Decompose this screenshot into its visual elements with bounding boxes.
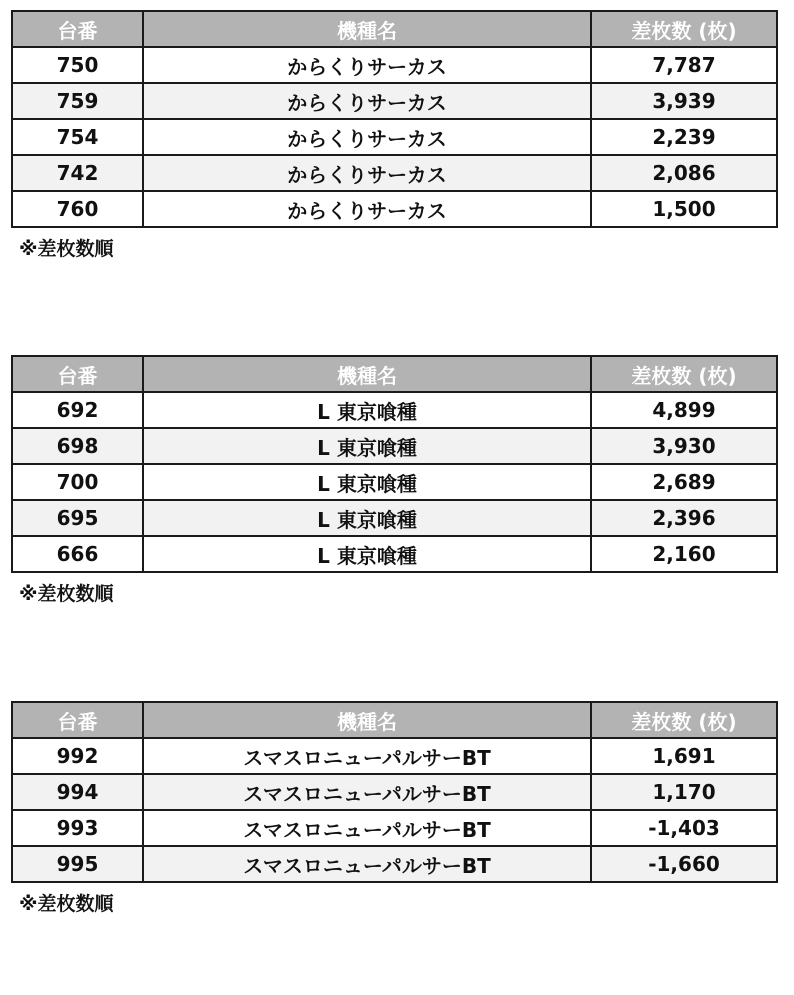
header-machine-no: 台番	[12, 11, 143, 47]
machine-no-cell: 692	[12, 392, 143, 428]
machine-no-cell: 750	[12, 47, 143, 83]
diff-cell: 1,691	[591, 738, 777, 774]
machine-no-cell: 994	[12, 774, 143, 810]
diff-cell: 2,239	[591, 119, 777, 155]
header-machine-no: 台番	[12, 702, 143, 738]
table-row	[12, 191, 777, 227]
ranking-table	[11, 701, 778, 883]
diff-cell: 2,396	[591, 500, 777, 536]
header-row	[12, 702, 777, 738]
diff-cell: 1,500	[591, 191, 777, 227]
machine-no-cell: 993	[12, 810, 143, 846]
header-row	[12, 356, 777, 392]
model-cell: L 東京喰種	[143, 536, 591, 572]
machine-no-cell: 700	[12, 464, 143, 500]
header-model: 機種名	[143, 356, 591, 392]
ranking-table	[11, 10, 778, 228]
table-row	[12, 464, 777, 500]
model-cell: L 東京喰種	[143, 428, 591, 464]
model-cell: L 東京喰種	[143, 500, 591, 536]
table-row	[12, 119, 777, 155]
diff-cell: 3,939	[591, 83, 777, 119]
machine-no-cell: 754	[12, 119, 143, 155]
ranking-block-3	[11, 701, 776, 916]
diff-cell: 2,160	[591, 536, 777, 572]
diff-cell: 2,689	[591, 464, 777, 500]
ranking-table	[11, 355, 778, 573]
header-model: 機種名	[143, 702, 591, 738]
diff-cell: 2,086	[591, 155, 777, 191]
table-row	[12, 536, 777, 572]
table-row	[12, 47, 777, 83]
machine-no-cell: 742	[12, 155, 143, 191]
model-cell: からくりサーカス	[143, 119, 591, 155]
diff-cell: -1,403	[591, 810, 777, 846]
table-row	[12, 500, 777, 536]
machine-no-cell: 698	[12, 428, 143, 464]
header-diff: 差枚数 (枚)	[591, 702, 777, 738]
header-row	[12, 11, 777, 47]
model-cell: からくりサーカス	[143, 191, 591, 227]
machine-no-cell: 666	[12, 536, 143, 572]
ranking-block-1	[11, 10, 776, 261]
diff-cell: 4,899	[591, 392, 777, 428]
machine-no-cell: 760	[12, 191, 143, 227]
table-row	[12, 428, 777, 464]
diff-cell: 1,170	[591, 774, 777, 810]
sort-note: ※差枚数順	[19, 238, 114, 260]
machine-no-cell: 695	[12, 500, 143, 536]
diff-cell: 7,787	[591, 47, 777, 83]
table-row	[12, 155, 777, 191]
table-row	[12, 83, 777, 119]
sort-note: ※差枚数順	[19, 893, 114, 915]
machine-no-cell: 759	[12, 83, 143, 119]
model-cell: L 東京喰種	[143, 392, 591, 428]
table-row	[12, 392, 777, 428]
table-row	[12, 810, 777, 846]
model-cell: からくりサーカス	[143, 155, 591, 191]
model-cell: スマスロニューパルサーBT	[143, 810, 591, 846]
model-cell: スマスロニューパルサーBT	[143, 846, 591, 882]
table-row	[12, 738, 777, 774]
sort-note: ※差枚数順	[19, 583, 114, 605]
header-diff: 差枚数 (枚)	[591, 11, 777, 47]
table-row	[12, 846, 777, 882]
machine-no-cell: 995	[12, 846, 143, 882]
header-model: 機種名	[143, 11, 591, 47]
ranking-block-2	[11, 355, 776, 606]
model-cell: スマスロニューパルサーBT	[143, 738, 591, 774]
model-cell: スマスロニューパルサーBT	[143, 774, 591, 810]
model-cell: L 東京喰種	[143, 464, 591, 500]
diff-cell: 3,930	[591, 428, 777, 464]
diff-cell: -1,660	[591, 846, 777, 882]
table-row	[12, 774, 777, 810]
header-diff: 差枚数 (枚)	[591, 356, 777, 392]
header-machine-no: 台番	[12, 356, 143, 392]
model-cell: からくりサーカス	[143, 83, 591, 119]
machine-no-cell: 992	[12, 738, 143, 774]
model-cell: からくりサーカス	[143, 47, 591, 83]
